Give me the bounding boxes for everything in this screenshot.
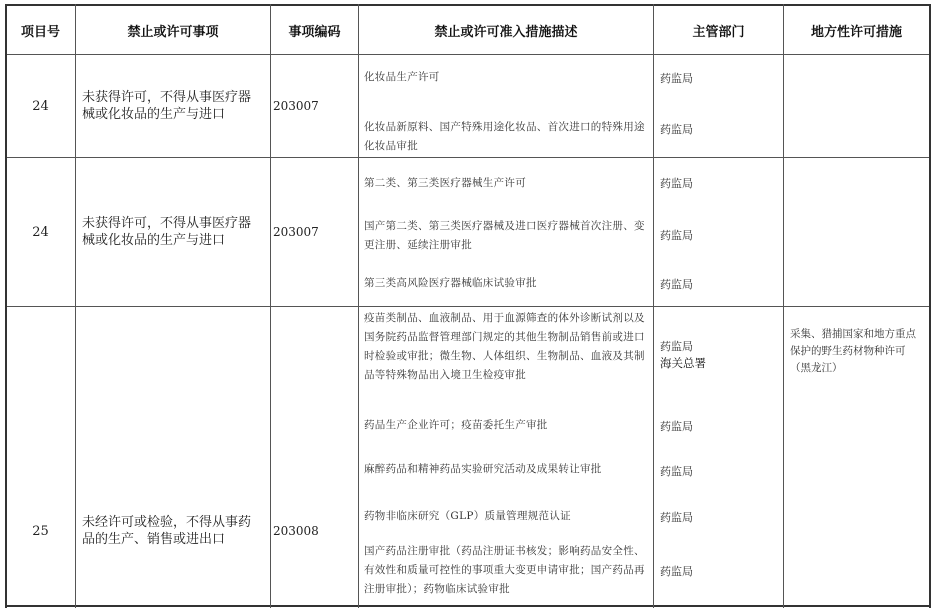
table-bottom-border	[5, 605, 931, 607]
header-code: 事项编码	[288, 24, 341, 40]
table-right-border	[929, 4, 931, 608]
measure-department: 药监局	[660, 229, 693, 242]
header-description: 禁止或许可准入措施描述	[434, 24, 578, 40]
measure-department: 药监局	[660, 511, 693, 524]
measure-description: 疫苗类制品、血液制品、用于血源筛查的体外诊断试剂以及国务院药品监督管理部门规定的其他生物制品销售前或进口时检验或审批；微生物、人体组织、生物制品、血液及其制品等特殊物品出入境卫生检疫审批	[364, 312, 645, 381]
row-local-measure: 采集、猎捕国家和地方重点保护的野生药材物种许可（黑龙江）	[790, 328, 916, 374]
measure-description: 第三类高风险医疗器械临床试验审批	[364, 277, 537, 289]
permit-table	[5, 4, 931, 608]
measure-description: 化妆品新原料、国产特殊用途化妆品、首次进口的特殊用途化妆品审批	[364, 121, 645, 152]
measure-department: 药监局	[660, 177, 693, 190]
measure-department	[654, 339, 783, 371]
measure-description: 第二类、第三类医疗器械生产许可	[364, 177, 526, 189]
row-index: 24	[32, 98, 49, 114]
row-code: 203007	[273, 99, 319, 113]
measure-description: 药品生产企业许可；疫苗委托生产审批	[364, 419, 548, 431]
row-index: 25	[32, 523, 49, 539]
header-local-measure: 地方性许可措施	[810, 24, 902, 40]
measure-department: 药监局	[660, 465, 693, 478]
measure-department: 药监局	[660, 72, 693, 85]
row-item: 未获得许可，不得从事医疗器械或化妆品的生产与进口	[82, 216, 252, 248]
row-code: 203008	[273, 524, 319, 538]
measure-description: 国产第二类、第三类医疗器械及进口医疗器械首次注册、变更注册、延续注册审批	[364, 220, 645, 251]
measure-description: 麻醉药品和精神药品实验研究活动及成果转让审批	[364, 463, 602, 475]
measure-department: 药监局	[660, 123, 693, 136]
measure-department: 药监局	[660, 278, 693, 291]
row-code: 203007	[273, 225, 319, 239]
measure-description: 国产药品注册审批（药品注册证书核发；影响药品安全性、有效性和质量可控性的事项重大变更申请审批；国产药品再注册审批）；药物临床试验审批	[364, 545, 645, 595]
header-item: 禁止或许可事项	[127, 24, 219, 40]
header-department: 主管部门	[692, 24, 745, 40]
row-item: 未经许可或检验，不得从事药品的生产、销售或进出口	[82, 515, 252, 547]
column-divider	[783, 4, 784, 608]
measure-description: 药物非临床研究（GLP）质量管理规范认证	[364, 510, 571, 522]
measure-department: 药监局	[660, 420, 693, 433]
department-name: 药监局	[660, 340, 693, 353]
department-name-secondary: 海关总署	[660, 356, 706, 370]
row-index: 24	[32, 224, 49, 240]
header-index: 项目号	[20, 24, 60, 40]
row-item: 未获得许可，不得从事医疗器械或化妆品的生产与进口	[82, 90, 252, 122]
measure-department: 药监局	[660, 565, 693, 578]
measure-description: 化妆品生产许可	[364, 71, 440, 83]
